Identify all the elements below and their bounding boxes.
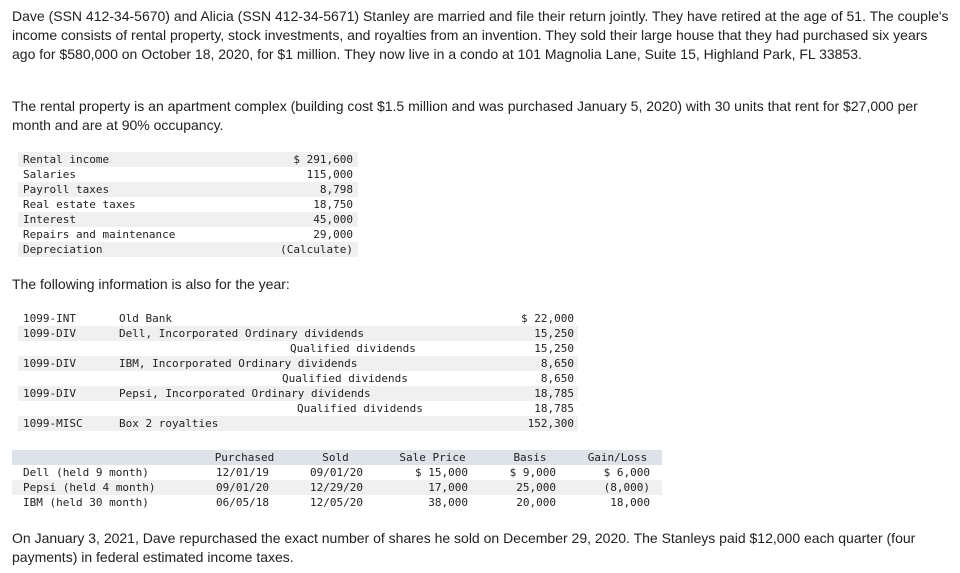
closing-paragraph: On January 3, 2021, Dave repurchased the exact number of shares he sold on December 29, 2020. The Stanleys paid $12,000 each quarter (four payments) in federal estimated income taxes. [12,530,916,565]
form-description: IBM, Incorporated Ordinary dividends [119,357,358,370]
column-header: Sale Price [399,451,466,464]
rental-label: Salaries [23,168,76,181]
sale-name: Pepsi (held 4 month) [23,481,156,494]
sale-name: IBM (held 30 month) [23,496,149,509]
sale-purchased: 09/01/20 [216,481,269,494]
form-value: $ 22,000 [521,312,574,325]
form-code: 1099-DIV [23,357,76,370]
rental-value: 115,000 [306,168,353,181]
rental-label: Repairs and maintenance [23,228,176,241]
rental-value: 8,798 [319,183,353,196]
sale-name: Dell (held 9 month) [23,466,149,479]
sale-price: 17,000 [428,481,468,494]
rental-intro-paragraph: The rental property is an apartment complex (building cost $1.5 million and was purchased January 5, 2020) with 30 units that rent for $27,000 per month and are at 90% occupancy. [12,98,918,133]
column-header: Gain/Loss [587,451,648,464]
sale-gain-loss: 18,000 [610,496,650,509]
info-intro-text: The following information is also for the year: [12,276,290,292]
form-value: 8,650 [540,372,574,385]
sale-purchased: 06/05/18 [216,496,269,509]
form-description: Qualified dividends [290,342,416,355]
sale-sold: 12/05/20 [310,496,363,509]
rental-value: 45,000 [313,213,353,226]
sale-price: 38,000 [428,496,468,509]
form-description: Box 2 royalties [119,417,219,430]
rental-label: Depreciation [23,243,103,256]
rental-value: 18,750 [313,198,353,211]
sale-sold: 12/29/20 [310,481,363,494]
rental-label: Real estate taxes [23,198,136,211]
form-description: Old Bank [119,312,172,325]
rental-label: Rental income [23,153,110,166]
rental-value: 29,000 [313,228,353,241]
intro-paragraph: Dave (SSN 412-34-5670) and Alicia (SSN 412-34-5671) Stanley are married and file their return jointly. They have retired at the age of 51. The couple's income consists of rental property, stock investments, and royalties from an invention. They sold their large house that they had purchased six years ago for $580,000 on October 18, 2020, for $1 million. They now live in a condo at 101 Magnolia Lane, Suite 15, Highland Park, FL 33853. [12,8,949,62]
form-value: 8,650 [540,357,574,370]
column-header: Purchased [214,451,275,464]
sale-price: $ 15,000 [415,466,468,479]
sale-gain-loss: $ 6,000 [603,466,650,479]
sale-sold: 09/01/20 [310,466,363,479]
sale-gain-loss: (8,000) [603,481,650,494]
rental-value: $ 291,600 [293,153,353,166]
form-code: 1099-DIV [23,387,76,400]
sale-basis: 20,000 [516,496,556,509]
rental-value: (Calculate) [280,243,353,256]
form-code: 1099-MISC [23,417,83,430]
sale-purchased: 12/01/19 [216,466,269,479]
column-header: Basis [513,451,547,464]
form-value: 18,785 [534,402,574,415]
form-code: 1099-DIV [23,327,76,340]
form-description: Pepsi, Incorporated Ordinary dividends [119,387,371,400]
form-description: Dell, Incorporated Ordinary dividends [119,327,365,340]
form-description: Qualified dividends [282,372,408,385]
form-value: 152,300 [527,417,574,430]
sale-basis: 25,000 [516,481,556,494]
form-code: 1099-INT [23,312,76,325]
form-value: 18,785 [534,387,574,400]
sale-basis: $ 9,000 [509,466,556,479]
rental-label: Payroll taxes [23,183,110,196]
form-description: Qualified dividends [297,402,423,415]
column-header: Sold [322,451,349,464]
form-value: 15,250 [534,327,574,340]
rental-label: Interest [23,213,76,226]
form-value: 15,250 [534,342,574,355]
